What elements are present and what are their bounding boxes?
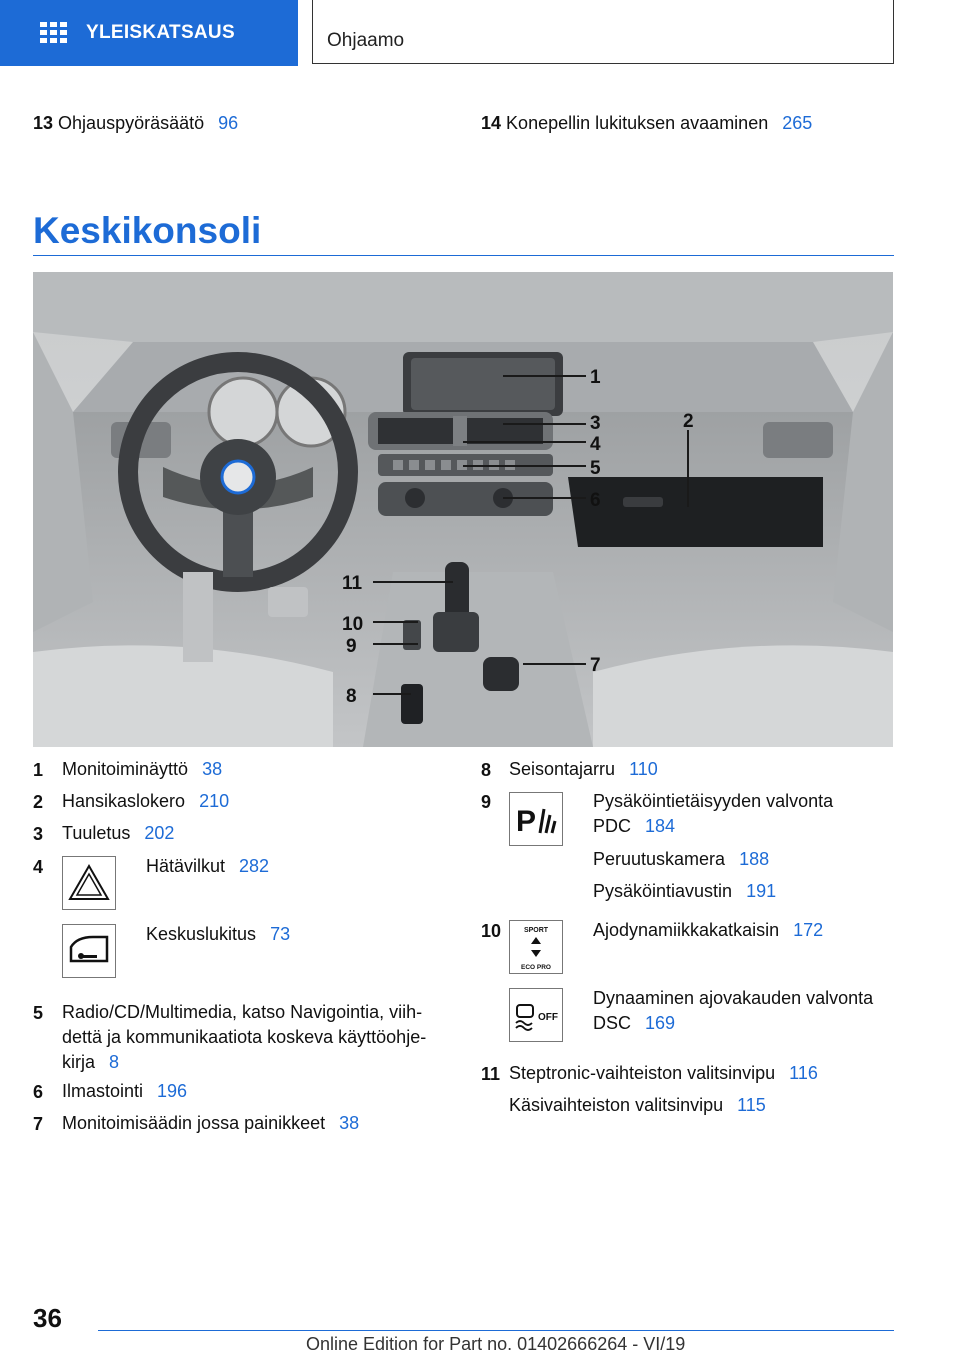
page-title: Keskikonsoli bbox=[33, 210, 262, 251]
item-text: Pysäköintiavustin bbox=[593, 881, 733, 901]
footer-divider bbox=[98, 1330, 894, 1331]
central-locking-icon bbox=[62, 924, 116, 978]
item-text: Peruutuskamera bbox=[593, 849, 726, 869]
list-item bbox=[62, 1000, 426, 1075]
icon-off-label: OFF bbox=[538, 1012, 558, 1023]
callout-7: 7 bbox=[590, 655, 601, 676]
page-link[interactable]: 116 bbox=[789, 1063, 818, 1083]
dsc-off-icon bbox=[509, 988, 563, 1042]
item-text: Hätävilkut bbox=[146, 856, 226, 876]
item-text: Käsivaihteiston valitsinvipu bbox=[509, 1095, 724, 1115]
callout-8: 8 bbox=[346, 686, 357, 707]
list-item bbox=[62, 1111, 359, 1136]
grid-menu-icon bbox=[40, 22, 66, 44]
footer-edition: Online Edition for Part no. 01402666264 - VI/19 bbox=[306, 1334, 686, 1354]
list-item bbox=[62, 757, 222, 782]
list-item bbox=[62, 1079, 187, 1104]
list-item bbox=[593, 847, 769, 872]
driving-dynamics-switch-icon bbox=[509, 920, 563, 974]
page-link[interactable]: 8 bbox=[109, 1052, 120, 1072]
page-link[interactable]: 191 bbox=[746, 881, 777, 901]
title-divider bbox=[33, 255, 894, 256]
list-item bbox=[509, 1061, 818, 1086]
list-item bbox=[593, 879, 776, 904]
page-link[interactable]: 96 bbox=[218, 113, 239, 133]
page-link[interactable]: 115 bbox=[737, 1095, 766, 1115]
item-text: Ilmastointi bbox=[62, 1081, 144, 1101]
item-text: Monitoiminäyttö bbox=[62, 759, 189, 779]
callout-2: 2 bbox=[683, 411, 694, 432]
page-link[interactable]: 196 bbox=[157, 1081, 188, 1101]
page-link[interactable]: 184 bbox=[645, 816, 676, 836]
callout-3: 3 bbox=[590, 413, 601, 434]
item-number: 10 bbox=[481, 921, 502, 941]
hazard-warning-icon bbox=[62, 856, 116, 910]
item-number: 3 bbox=[33, 824, 44, 844]
list-item bbox=[593, 986, 873, 1036]
item-text: Pysäköintietäisyyden valvonta bbox=[593, 791, 834, 811]
item-number: 11 bbox=[481, 1064, 501, 1084]
ref-number: 13 bbox=[33, 113, 54, 133]
item-text: Seisontajarru bbox=[509, 759, 616, 779]
cockpit-illustration bbox=[33, 272, 893, 747]
list-item bbox=[62, 789, 229, 814]
callout-10: 10 bbox=[342, 614, 364, 635]
icon-ecopro-label: ECO PRO bbox=[521, 964, 551, 971]
list-item bbox=[146, 854, 269, 879]
item-text: Ajodynamiikkakatkaisin bbox=[593, 920, 780, 940]
page-link[interactable]: 110 bbox=[629, 759, 658, 779]
icon-sport-label: SPORT bbox=[523, 927, 549, 934]
item-text: dettä ja kommunikaatiota koskeva käyttöohje- bbox=[62, 1027, 427, 1047]
item-number: 5 bbox=[33, 1003, 44, 1023]
page-link[interactable]: 172 bbox=[793, 920, 824, 940]
list-item bbox=[593, 789, 833, 839]
item-text: Monitoimisäädin jossa painikkeet bbox=[62, 1113, 326, 1133]
item-text: PDC bbox=[593, 816, 632, 836]
callout-4: 4 bbox=[590, 434, 601, 455]
page-link[interactable]: 282 bbox=[239, 856, 270, 876]
section-tab-label: YLEISKATSAUS bbox=[86, 22, 235, 43]
item-text: DSC bbox=[593, 1013, 632, 1033]
item-text: Keskuslukitus bbox=[146, 924, 257, 944]
callout-11: 11 bbox=[342, 573, 363, 594]
list-item bbox=[593, 918, 823, 943]
section-tab[interactable] bbox=[0, 0, 298, 66]
page-link[interactable]: 38 bbox=[202, 759, 223, 779]
page-number: 36 bbox=[33, 1303, 62, 1333]
callout-6: 6 bbox=[590, 490, 601, 511]
callout-1: 1 bbox=[590, 367, 601, 388]
item-text: Hansikaslokero bbox=[62, 791, 186, 811]
ref-text: Ohjauspyöräsäätö bbox=[58, 113, 205, 133]
item-number: 7 bbox=[33, 1114, 44, 1134]
top-ref-14 bbox=[481, 113, 812, 134]
item-number: 1 bbox=[33, 760, 44, 780]
list-item bbox=[146, 922, 290, 947]
list-item bbox=[509, 1093, 766, 1118]
page-link[interactable]: 38 bbox=[339, 1113, 360, 1133]
page-link[interactable]: 265 bbox=[782, 113, 813, 133]
page-link[interactable]: 188 bbox=[739, 849, 770, 869]
ref-text: Konepellin lukituksen avaaminen bbox=[506, 113, 769, 133]
item-text: Tuuletus bbox=[62, 823, 131, 843]
park-distance-control-icon bbox=[509, 792, 563, 846]
page-link[interactable]: 169 bbox=[645, 1013, 676, 1033]
svg-text:P: P bbox=[516, 805, 537, 838]
chapter-header bbox=[312, 0, 894, 64]
page-link[interactable]: 210 bbox=[199, 791, 230, 811]
top-ref-13 bbox=[33, 113, 238, 134]
callout-5: 5 bbox=[590, 458, 601, 479]
item-text: kirja bbox=[62, 1052, 96, 1072]
item-text: Dynaaminen ajovakauden valvonta bbox=[593, 988, 874, 1008]
callout-9: 9 bbox=[346, 636, 357, 657]
chapter-title: Ohjaamo bbox=[327, 30, 405, 51]
item-number: 9 bbox=[481, 792, 492, 812]
item-number: 4 bbox=[33, 857, 44, 877]
item-number: 6 bbox=[33, 1082, 44, 1102]
page-link[interactable]: 202 bbox=[144, 823, 175, 843]
list-item bbox=[509, 757, 658, 782]
item-text: Radio/CD/Multimedia, katso Navigointia, viih- bbox=[62, 1002, 423, 1022]
item-number: 2 bbox=[33, 792, 44, 812]
item-number: 8 bbox=[481, 760, 492, 780]
page-link[interactable]: 73 bbox=[270, 924, 291, 944]
item-text: Steptronic-vaihteiston valitsinvipu bbox=[509, 1063, 776, 1083]
ref-number: 14 bbox=[481, 113, 502, 133]
list-item bbox=[62, 821, 174, 846]
